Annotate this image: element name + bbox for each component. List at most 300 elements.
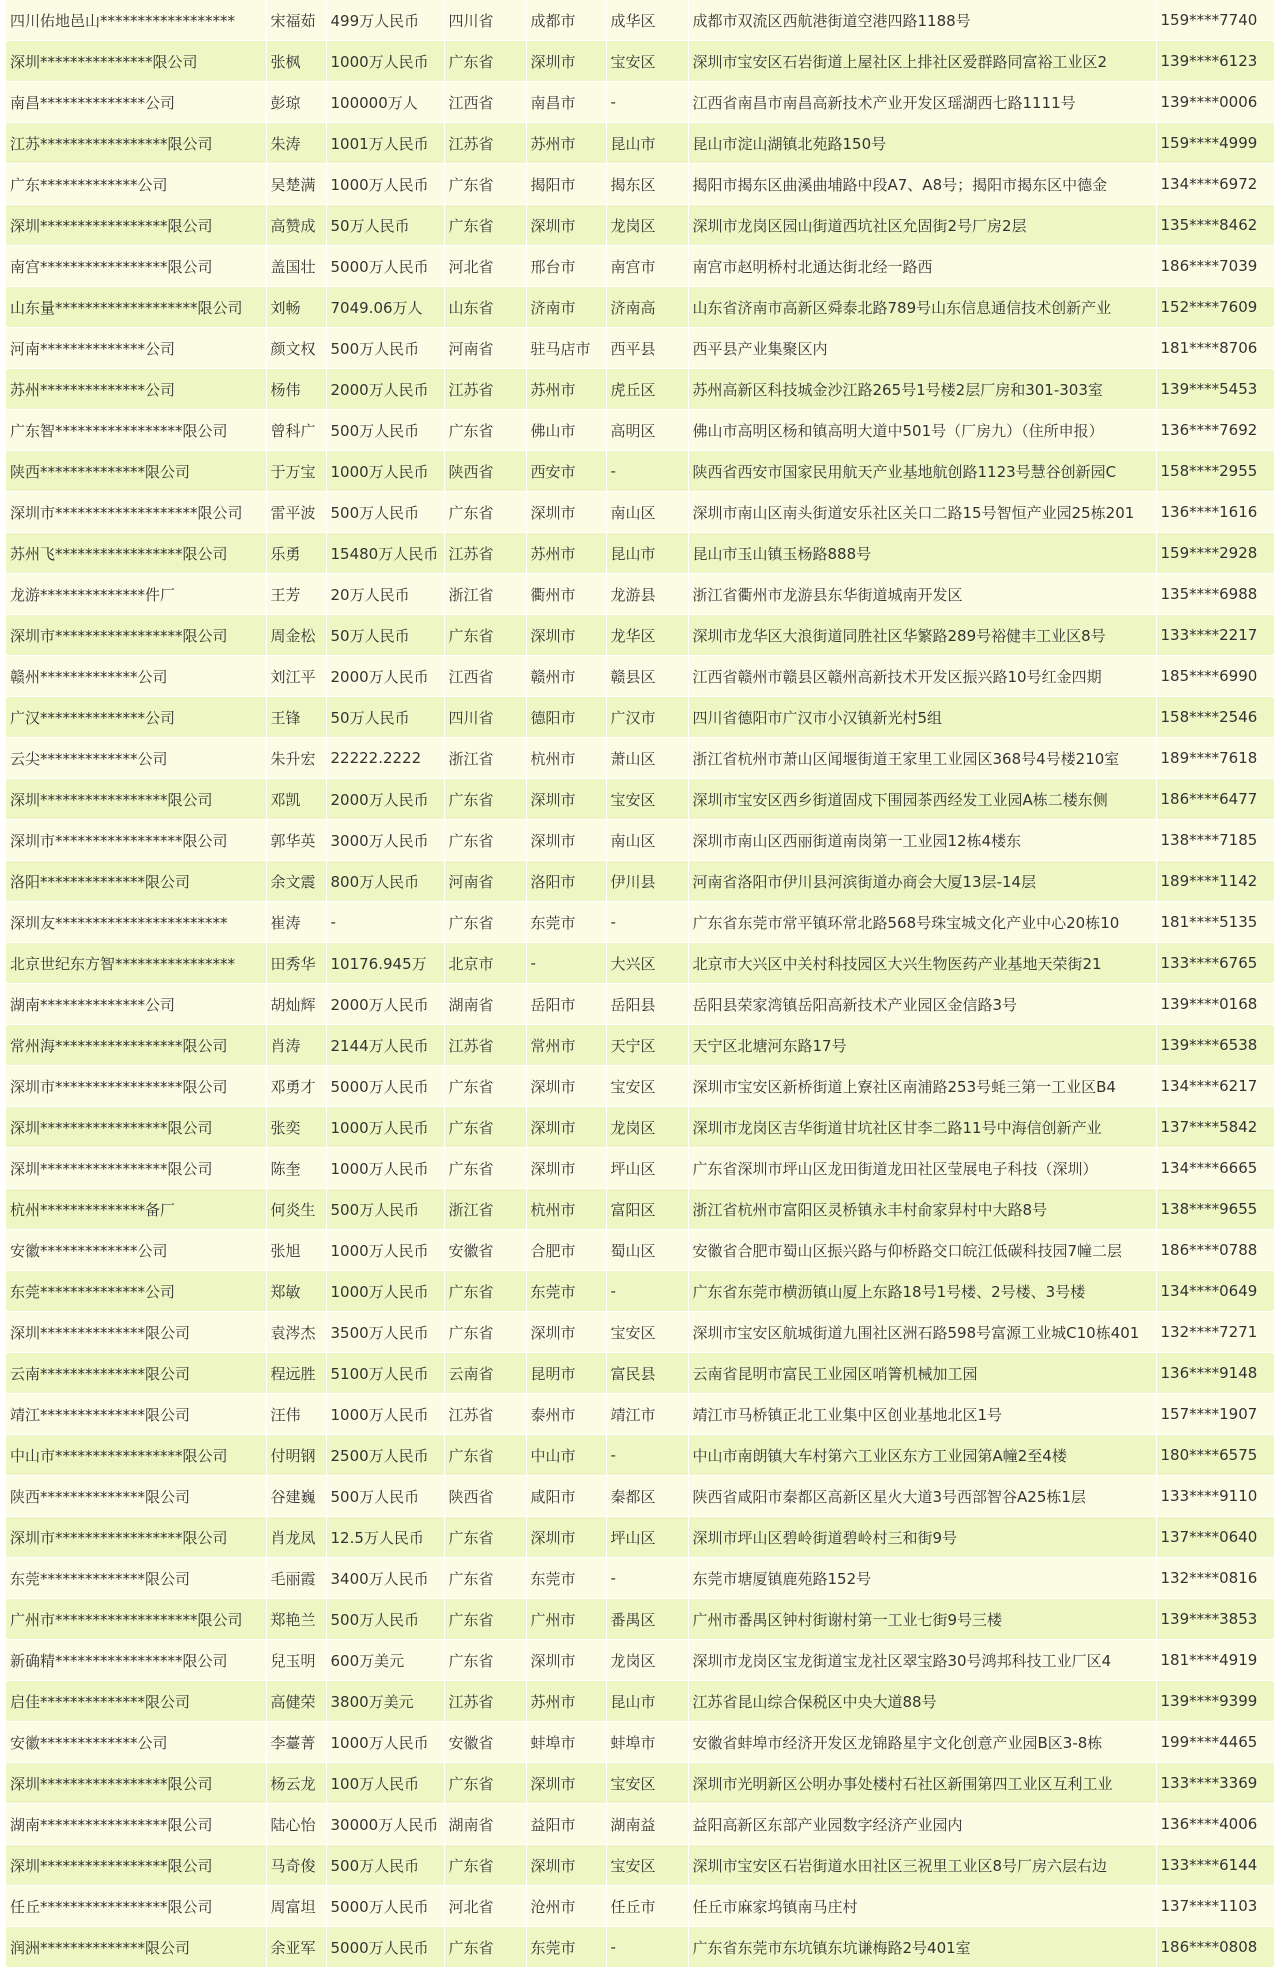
phone-cell: 133****2217 [1156, 615, 1274, 656]
table-row [6, 1230, 1274, 1271]
registered-capital-cell: 30000万人民币 [326, 1804, 444, 1845]
company-name-cell: 深圳市*****************限公司 [6, 820, 266, 861]
table-row [6, 82, 1274, 123]
phone-cell: 199****4465 [1156, 1722, 1274, 1763]
phone-cell: 186****0788 [1156, 1230, 1274, 1271]
province-cell: 广东省 [444, 1845, 526, 1886]
registered-capital-cell: 5000万人民币 [326, 246, 444, 287]
district-cell: 秦都区 [606, 1476, 688, 1517]
company-name-cell: 云南**************限公司 [6, 1353, 266, 1394]
table-row [6, 410, 1274, 451]
phone-cell: 139****6538 [1156, 1025, 1274, 1066]
province-cell: 河北省 [444, 1886, 526, 1927]
phone-cell: 137****0640 [1156, 1517, 1274, 1558]
address-cell: 浙江省杭州市富阳区灵桥镇永丰村俞家舁村中大路8号 [688, 1189, 1156, 1230]
province-cell: 广东省 [444, 1599, 526, 1640]
province-cell: 广东省 [444, 1927, 526, 1968]
registered-capital-cell: 3000万人民币 [326, 820, 444, 861]
registered-capital-cell: 1000万人民币 [326, 164, 444, 205]
phone-cell: 152****7609 [1156, 287, 1274, 328]
phone-cell: 180****6575 [1156, 1435, 1274, 1476]
registered-capital-cell: 50万人民币 [326, 205, 444, 246]
legal-person-cell: 马奇俊 [266, 1845, 326, 1886]
phone-cell: 134****6665 [1156, 1148, 1274, 1189]
phone-cell: 186****7039 [1156, 246, 1274, 287]
company-name-cell: 广东*************公司 [6, 164, 266, 205]
province-cell: 浙江省 [444, 574, 526, 615]
city-cell: 赣州市 [526, 656, 606, 697]
district-cell: 番禺区 [606, 1599, 688, 1640]
table-row [6, 492, 1274, 533]
registered-capital-cell: 500万人民币 [326, 1599, 444, 1640]
company-listing [6, 0, 1274, 1968]
district-cell: - [606, 1558, 688, 1599]
city-cell: 深圳市 [526, 1066, 606, 1107]
phone-cell: 181****4919 [1156, 1640, 1274, 1681]
address-cell: 深圳市宝安区西乡街道固戍下围园茶西经发工业园A栋二楼东侧 [688, 779, 1156, 820]
table-row [6, 943, 1274, 984]
district-cell: 西平县 [606, 328, 688, 369]
phone-cell: 181****5135 [1156, 902, 1274, 943]
company-name-cell: 深圳市*****************限公司 [6, 1066, 266, 1107]
registered-capital-cell: 499万人民币 [326, 0, 444, 41]
province-cell: 河北省 [444, 246, 526, 287]
company-name-cell: 深圳***************限公司 [6, 41, 266, 82]
table-row [6, 697, 1274, 738]
district-cell: 揭东区 [606, 164, 688, 205]
registered-capital-cell: 500万人民币 [326, 410, 444, 451]
address-cell: 深圳市宝安区航城街道九围社区洲石路598号富源工业城C10栋401 [688, 1312, 1156, 1353]
address-cell: 佛山市高明区杨和镇高明大道中501号（厂房九）（住所申报） [688, 410, 1156, 451]
table-row [6, 123, 1274, 164]
legal-person-cell: 张奕 [266, 1107, 326, 1148]
legal-person-cell: 郑敏 [266, 1271, 326, 1312]
company-name-cell: 龙游**************件厂 [6, 574, 266, 615]
city-cell: 衢州市 [526, 574, 606, 615]
city-cell: 杭州市 [526, 1189, 606, 1230]
province-cell: 江苏省 [444, 369, 526, 410]
city-cell: 邢台市 [526, 246, 606, 287]
registered-capital-cell: 1000万人民币 [326, 1271, 444, 1312]
address-cell: 江西省南昌市南昌高新技术产业开发区瑶湖西七路1111号 [688, 82, 1156, 123]
province-cell: 江苏省 [444, 123, 526, 164]
district-cell: 昆山市 [606, 1681, 688, 1722]
province-cell: 广东省 [444, 820, 526, 861]
table-row [6, 574, 1274, 615]
legal-person-cell: 乐勇 [266, 533, 326, 574]
address-cell: 深圳市龙岗区吉华街道甘坑社区甘李二路11号中海信创新产业 [688, 1107, 1156, 1148]
registered-capital-cell: 3800万美元 [326, 1681, 444, 1722]
registered-capital-cell: 1001万人民币 [326, 123, 444, 164]
registered-capital-cell: 1000万人民币 [326, 1722, 444, 1763]
province-cell: 广东省 [444, 410, 526, 451]
province-cell: 广东省 [444, 615, 526, 656]
address-cell: 深圳市龙岗区宝龙街道宝龙社区翠宝路30号鸿邦科技工业厂区4 [688, 1640, 1156, 1681]
city-cell: 益阳市 [526, 1804, 606, 1845]
table-row [6, 287, 1274, 328]
district-cell: - [606, 82, 688, 123]
table-row [6, 615, 1274, 656]
phone-cell: 186****6477 [1156, 779, 1274, 820]
phone-cell: 139****9399 [1156, 1681, 1274, 1722]
registered-capital-cell: 1000万人民币 [326, 1107, 444, 1148]
registered-capital-cell: 600万美元 [326, 1640, 444, 1681]
table-row [6, 1599, 1274, 1640]
city-cell: 深圳市 [526, 1148, 606, 1189]
phone-cell: 134****6972 [1156, 164, 1274, 205]
company-name-cell: 苏州**************公司 [6, 369, 266, 410]
company-name-cell: 广汉**************公司 [6, 697, 266, 738]
city-cell: 深圳市 [526, 1312, 606, 1353]
district-cell: - [606, 1271, 688, 1312]
phone-cell: 137****1103 [1156, 1886, 1274, 1927]
legal-person-cell: 邓勇才 [266, 1066, 326, 1107]
phone-cell: 139****0168 [1156, 984, 1274, 1025]
province-cell: 广东省 [444, 902, 526, 943]
province-cell: 湖南省 [444, 1804, 526, 1845]
district-cell: 宝安区 [606, 41, 688, 82]
legal-person-cell: 毛丽霞 [266, 1558, 326, 1599]
legal-person-cell: 程远胜 [266, 1353, 326, 1394]
phone-cell: 138****7185 [1156, 820, 1274, 861]
legal-person-cell: 高赞成 [266, 205, 326, 246]
table-row [6, 41, 1274, 82]
district-cell: 成华区 [606, 0, 688, 41]
province-cell: 河南省 [444, 861, 526, 902]
city-cell: 南昌市 [526, 82, 606, 123]
address-cell: 西平县产业集聚区内 [688, 328, 1156, 369]
address-cell: 天宁区北塘河东路17号 [688, 1025, 1156, 1066]
city-cell: 常州市 [526, 1025, 606, 1066]
phone-cell: 186****0808 [1156, 1927, 1274, 1968]
legal-person-cell: 胡灿辉 [266, 984, 326, 1025]
province-cell: 浙江省 [444, 738, 526, 779]
registered-capital-cell: 5000万人民币 [326, 1927, 444, 1968]
city-cell: 苏州市 [526, 533, 606, 574]
table-row [6, 1312, 1274, 1353]
registered-capital-cell: 2000万人民币 [326, 779, 444, 820]
registered-capital-cell: 500万人民币 [326, 328, 444, 369]
table-row [6, 533, 1274, 574]
city-cell: 苏州市 [526, 369, 606, 410]
table-row [6, 656, 1274, 697]
province-cell: 广东省 [444, 1148, 526, 1189]
phone-cell: 139****3853 [1156, 1599, 1274, 1640]
table-row [6, 1517, 1274, 1558]
province-cell: 四川省 [444, 697, 526, 738]
address-cell: 深圳市宝安区石岩街道水田社区三祝里工业区8号厂房六层右边 [688, 1845, 1156, 1886]
address-cell: 江苏省昆山综合保税区中央大道88号 [688, 1681, 1156, 1722]
legal-person-cell: 郑艳兰 [266, 1599, 326, 1640]
registered-capital-cell: 20万人民币 [326, 574, 444, 615]
city-cell: - [526, 943, 606, 984]
legal-person-cell: 宋福茹 [266, 0, 326, 41]
phone-cell: 134****0649 [1156, 1271, 1274, 1312]
city-cell: 昆明市 [526, 1353, 606, 1394]
district-cell: 伊川县 [606, 861, 688, 902]
registered-capital-cell: - [326, 902, 444, 943]
province-cell: 广东省 [444, 492, 526, 533]
province-cell: 广东省 [444, 1558, 526, 1599]
company-name-cell: 东莞**************限公司 [6, 1558, 266, 1599]
address-cell: 北京市大兴区中关村科技园区大兴生物医药产业基地天荣街21 [688, 943, 1156, 984]
city-cell: 中山市 [526, 1435, 606, 1476]
district-cell: 龙华区 [606, 615, 688, 656]
table-row [6, 1025, 1274, 1066]
district-cell: 昆山市 [606, 123, 688, 164]
company-name-cell: 靖江**************限公司 [6, 1394, 266, 1435]
address-cell: 广东省东莞市东坑镇东坑谦梅路2号401室 [688, 1927, 1156, 1968]
registered-capital-cell: 2000万人民币 [326, 656, 444, 697]
phone-cell: 158****2955 [1156, 451, 1274, 492]
address-cell: 广东省东莞市横沥镇山厦上东路18号1号楼、2号楼、3号楼 [688, 1271, 1156, 1312]
district-cell: 南宫市 [606, 246, 688, 287]
registered-capital-cell: 3400万人民币 [326, 1558, 444, 1599]
district-cell: 坪山区 [606, 1517, 688, 1558]
legal-person-cell: 颜文权 [266, 328, 326, 369]
province-cell: 河南省 [444, 328, 526, 369]
registered-capital-cell: 10176.945万 [326, 943, 444, 984]
district-cell: 南山区 [606, 492, 688, 533]
province-cell: 浙江省 [444, 1189, 526, 1230]
phone-cell: 157****1907 [1156, 1394, 1274, 1435]
company-name-cell: 江苏*****************限公司 [6, 123, 266, 164]
province-cell: 陕西省 [444, 1476, 526, 1517]
district-cell: 宝安区 [606, 1845, 688, 1886]
province-cell: 广东省 [444, 205, 526, 246]
company-name-cell: 深圳**************限公司 [6, 1312, 266, 1353]
table-row [6, 1722, 1274, 1763]
district-cell: 富民县 [606, 1353, 688, 1394]
registered-capital-cell: 2000万人民币 [326, 369, 444, 410]
phone-cell: 159****4999 [1156, 123, 1274, 164]
legal-person-cell: 谷建巍 [266, 1476, 326, 1517]
table-row [6, 1763, 1274, 1804]
city-cell: 深圳市 [526, 1640, 606, 1681]
city-cell: 广州市 [526, 1599, 606, 1640]
address-cell: 深圳市龙岗区园山街道西坑社区允固街2号厂房2层 [688, 205, 1156, 246]
city-cell: 蚌埠市 [526, 1722, 606, 1763]
address-cell: 安徽省蚌埠市经济开发区龙锦路星宇文化创意产业园B区3-8栋 [688, 1722, 1156, 1763]
phone-cell: 181****8706 [1156, 328, 1274, 369]
company-name-cell: 深圳*****************限公司 [6, 1148, 266, 1189]
province-cell: 广东省 [444, 1066, 526, 1107]
company-name-cell: 陕西**************限公司 [6, 451, 266, 492]
registered-capital-cell: 50万人民币 [326, 615, 444, 656]
registered-capital-cell: 1000万人民币 [326, 41, 444, 82]
company-name-cell: 南昌**************公司 [6, 82, 266, 123]
district-cell: 宝安区 [606, 1066, 688, 1107]
province-cell: 广东省 [444, 1271, 526, 1312]
city-cell: 泰州市 [526, 1394, 606, 1435]
company-name-cell: 新确精*****************限公司 [6, 1640, 266, 1681]
district-cell: 蜀山区 [606, 1230, 688, 1271]
company-name-cell: 中山市*****************限公司 [6, 1435, 266, 1476]
company-name-cell: 广州市*******************限公司 [6, 1599, 266, 1640]
district-cell: 南山区 [606, 820, 688, 861]
province-cell: 江西省 [444, 82, 526, 123]
district-cell: 龙岗区 [606, 205, 688, 246]
registered-capital-cell: 50万人民币 [326, 697, 444, 738]
district-cell: - [606, 1435, 688, 1476]
table-row [6, 1066, 1274, 1107]
legal-person-cell: 张枫 [266, 41, 326, 82]
table-row [6, 1148, 1274, 1189]
phone-cell: 132****0816 [1156, 1558, 1274, 1599]
phone-cell: 189****7618 [1156, 738, 1274, 779]
registered-capital-cell: 2500万人民币 [326, 1435, 444, 1476]
address-cell: 深圳市坪山区碧岭街道碧岭村三和街9号 [688, 1517, 1156, 1558]
district-cell: 任丘市 [606, 1886, 688, 1927]
company-name-cell: 云尖*************公司 [6, 738, 266, 779]
table-row [6, 246, 1274, 287]
company-name-cell: 广东智*****************限公司 [6, 410, 266, 451]
table-row [6, 1681, 1274, 1722]
table-row [6, 1886, 1274, 1927]
table-row [6, 451, 1274, 492]
phone-cell: 133****9110 [1156, 1476, 1274, 1517]
address-cell: 成都市双流区西航港街道空港四路1188号 [688, 0, 1156, 41]
phone-cell: 135****8462 [1156, 205, 1274, 246]
legal-person-cell: 曾科广 [266, 410, 326, 451]
province-cell: 安徽省 [444, 1722, 526, 1763]
city-cell: 杭州市 [526, 738, 606, 779]
district-cell: 龙游县 [606, 574, 688, 615]
province-cell: 广东省 [444, 1312, 526, 1353]
company-name-cell: 任丘*****************限公司 [6, 1886, 266, 1927]
company-name-cell: 东莞**************公司 [6, 1271, 266, 1312]
phone-cell: 135****6988 [1156, 574, 1274, 615]
province-cell: 江苏省 [444, 1025, 526, 1066]
phone-cell: 138****9655 [1156, 1189, 1274, 1230]
table-row [6, 1640, 1274, 1681]
legal-person-cell: 杨云龙 [266, 1763, 326, 1804]
table-row [6, 1435, 1274, 1476]
province-cell: 江苏省 [444, 1394, 526, 1435]
city-cell: 佛山市 [526, 410, 606, 451]
city-cell: 深圳市 [526, 820, 606, 861]
legal-person-cell: 盖国壮 [266, 246, 326, 287]
company-name-cell: 四川佑地邑山****************** [6, 0, 266, 41]
legal-person-cell: 朱涛 [266, 123, 326, 164]
city-cell: 咸阳市 [526, 1476, 606, 1517]
registered-capital-cell: 100万人民币 [326, 1763, 444, 1804]
legal-person-cell: 于万宝 [266, 451, 326, 492]
registered-capital-cell: 15480万人民币 [326, 533, 444, 574]
address-cell: 深圳市宝安区石岩街道上屋社区上排社区爱群路同富裕工业区2 [688, 41, 1156, 82]
city-cell: 洛阳市 [526, 861, 606, 902]
address-cell: 河南省洛阳市伊川县河滨街道办商会大厦13层-14层 [688, 861, 1156, 902]
legal-person-cell: 刘江平 [266, 656, 326, 697]
table-row [6, 205, 1274, 246]
address-cell: 深圳市南山区西丽街道南岗第一工业园12栋4楼东 [688, 820, 1156, 861]
province-cell: 江西省 [444, 656, 526, 697]
city-cell: 东莞市 [526, 902, 606, 943]
table-row [6, 1189, 1274, 1230]
company-name-cell: 洛阳**************限公司 [6, 861, 266, 902]
province-cell: 湖南省 [444, 984, 526, 1025]
address-cell: 苏州高新区科技城金沙江路265号1号楼2层厂房和301-303室 [688, 369, 1156, 410]
table-row [6, 164, 1274, 205]
address-cell: 陕西省西安市国家民用航天产业基地航创路1123号慧谷创新园C [688, 451, 1156, 492]
company-name-cell: 深圳*****************限公司 [6, 205, 266, 246]
registered-capital-cell: 2144万人民币 [326, 1025, 444, 1066]
address-cell: 昆山市玉山镇玉杨路888号 [688, 533, 1156, 574]
district-cell: 龙岗区 [606, 1640, 688, 1681]
legal-person-cell: 袁涔杰 [266, 1312, 326, 1353]
province-cell: 广东省 [444, 1640, 526, 1681]
registered-capital-cell: 800万人民币 [326, 861, 444, 902]
phone-cell: 134****6217 [1156, 1066, 1274, 1107]
registered-capital-cell: 100000万人 [326, 82, 444, 123]
legal-person-cell: 高健荣 [266, 1681, 326, 1722]
legal-person-cell: 王芳 [266, 574, 326, 615]
district-cell: 坪山区 [606, 1148, 688, 1189]
city-cell: 合肥市 [526, 1230, 606, 1271]
table-row [6, 1107, 1274, 1148]
phone-cell: 159****2928 [1156, 533, 1274, 574]
company-name-cell: 赣州*************公司 [6, 656, 266, 697]
company-name-cell: 安徽*************公司 [6, 1230, 266, 1271]
company-name-cell: 湖南*****************限公司 [6, 1804, 266, 1845]
city-cell: 深圳市 [526, 492, 606, 533]
table-row [6, 902, 1274, 943]
company-name-cell: 湖南**************公司 [6, 984, 266, 1025]
province-cell: 广东省 [444, 1435, 526, 1476]
city-cell: 驻马店市 [526, 328, 606, 369]
phone-cell: 137****5842 [1156, 1107, 1274, 1148]
phone-cell: 189****1142 [1156, 861, 1274, 902]
city-cell: 东莞市 [526, 1271, 606, 1312]
address-cell: 靖江市马桥镇正北工业集中区创业基地北区1号 [688, 1394, 1156, 1435]
registered-capital-cell: 5100万人民币 [326, 1353, 444, 1394]
district-cell: 宝安区 [606, 1763, 688, 1804]
company-name-cell: 南宫*****************限公司 [6, 246, 266, 287]
table-row [6, 738, 1274, 779]
registered-capital-cell: 500万人民币 [326, 492, 444, 533]
phone-cell: 136****4006 [1156, 1804, 1274, 1845]
registered-capital-cell: 2000万人民币 [326, 984, 444, 1025]
table-body [6, 0, 1274, 1968]
address-cell: 广州市番禺区钟村街谢村第一工业七街9号三楼 [688, 1599, 1156, 1640]
city-cell: 深圳市 [526, 779, 606, 820]
district-cell: 萧山区 [606, 738, 688, 779]
company-name-cell: 杭州**************备厂 [6, 1189, 266, 1230]
district-cell: 高明区 [606, 410, 688, 451]
province-cell: 广东省 [444, 164, 526, 205]
district-cell: 济南高 [606, 287, 688, 328]
district-cell: 广汉市 [606, 697, 688, 738]
district-cell: 大兴区 [606, 943, 688, 984]
company-name-cell: 深圳市*****************限公司 [6, 615, 266, 656]
legal-person-cell: 邓凯 [266, 779, 326, 820]
address-cell: 昆山市淀山湖镇北苑路150号 [688, 123, 1156, 164]
address-cell: 陕西省咸阳市秦都区高新区星火大道3号西部智谷A25栋1层 [688, 1476, 1156, 1517]
district-cell: 天宁区 [606, 1025, 688, 1066]
address-cell: 深圳市宝安区新桥街道上寮社区南浦路253号蚝三第一工业区B4 [688, 1066, 1156, 1107]
company-name-cell: 深圳市*****************限公司 [6, 1517, 266, 1558]
legal-person-cell: 李薹菁 [266, 1722, 326, 1763]
phone-cell: 136****9148 [1156, 1353, 1274, 1394]
city-cell: 苏州市 [526, 123, 606, 164]
city-cell: 岳阳市 [526, 984, 606, 1025]
address-cell: 浙江省衢州市龙游县东华街道城南开发区 [688, 574, 1156, 615]
district-cell: - [606, 902, 688, 943]
registered-capital-cell: 12.5万人民币 [326, 1517, 444, 1558]
address-cell: 岳阳县荣家湾镇岳阳高新技术产业园区金信路3号 [688, 984, 1156, 1025]
province-cell: 陕西省 [444, 451, 526, 492]
address-cell: 广东省深圳市坪山区龙田街道龙田社区莹展电子科技（深圳） [688, 1148, 1156, 1189]
